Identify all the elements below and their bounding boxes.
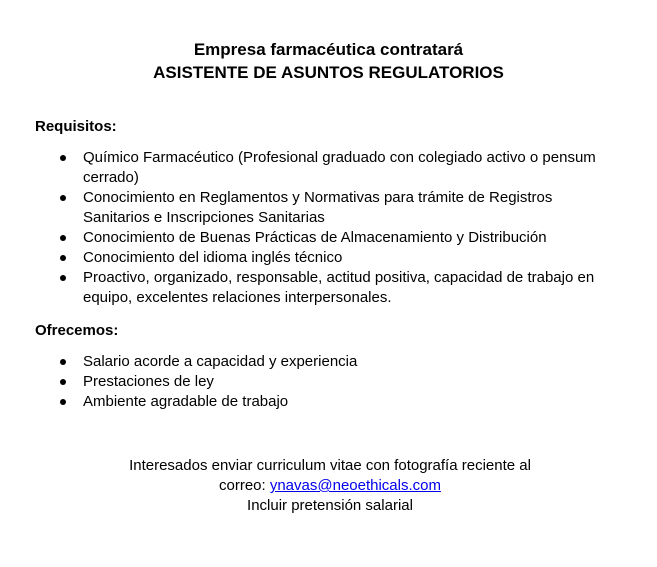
company-line: Empresa farmacéutica contratará xyxy=(193,40,464,59)
list-item-text: Proactivo, organizado, responsable, actitud positiva, capacidad de trabajo en equipo, excelentes relaciones interpersonales. xyxy=(83,269,595,306)
list-item xyxy=(0,392,623,412)
list-item-text: Ambiente agradable de trabajo xyxy=(83,393,289,410)
bullet-icon xyxy=(60,379,66,385)
list-item xyxy=(0,352,623,372)
list-item-text: Conocimiento de Buenas Prácticas de Almacenamiento y Distribución xyxy=(83,229,547,246)
list-item xyxy=(0,268,623,308)
contact-line: Interesados enviar curriculum vitae con fotografía reciente al xyxy=(129,457,531,474)
list-item xyxy=(0,148,623,188)
contact-instructions xyxy=(0,456,657,516)
bullet-icon xyxy=(60,255,66,261)
email-link[interactable]: ynavas@neoethicals.com xyxy=(269,477,441,494)
email-prefix: correo: xyxy=(218,477,266,494)
bullet-icon xyxy=(60,399,66,405)
salary-note: Incluir pretensión salarial xyxy=(247,497,413,514)
contact-email-line xyxy=(0,476,657,496)
list-item xyxy=(0,372,623,392)
bullet-icon xyxy=(60,155,66,161)
list-item xyxy=(0,228,623,248)
bullet-icon xyxy=(60,275,66,281)
list-item-text: Salario acorde a capacidad y experiencia xyxy=(83,353,358,370)
bullet-icon xyxy=(60,195,66,201)
posting-title xyxy=(0,38,657,84)
list-item-text: Conocimiento del idioma inglés técnico xyxy=(83,249,343,266)
requirements-list xyxy=(0,148,623,308)
list-item-text: Químico Farmacéutico (Profesional graduado con colegiado activo o pensum cerrado) xyxy=(83,149,596,186)
list-item xyxy=(0,248,623,268)
list-item-text: Prestaciones de ley xyxy=(83,373,214,390)
offers-list xyxy=(0,352,623,412)
requirements-heading: Requisitos: xyxy=(35,118,117,135)
position-title: ASISTENTE DE ASUNTOS REGULATORIOS xyxy=(153,63,504,82)
offers-heading: Ofrecemos: xyxy=(35,322,119,339)
list-item xyxy=(0,188,623,228)
list-item-text: Conocimiento en Reglamentos y Normativas para trámite de Registros Sanitarios e Inscripciones Sanitarias xyxy=(83,189,553,226)
bullet-icon xyxy=(60,359,66,365)
bullet-icon xyxy=(60,235,66,241)
